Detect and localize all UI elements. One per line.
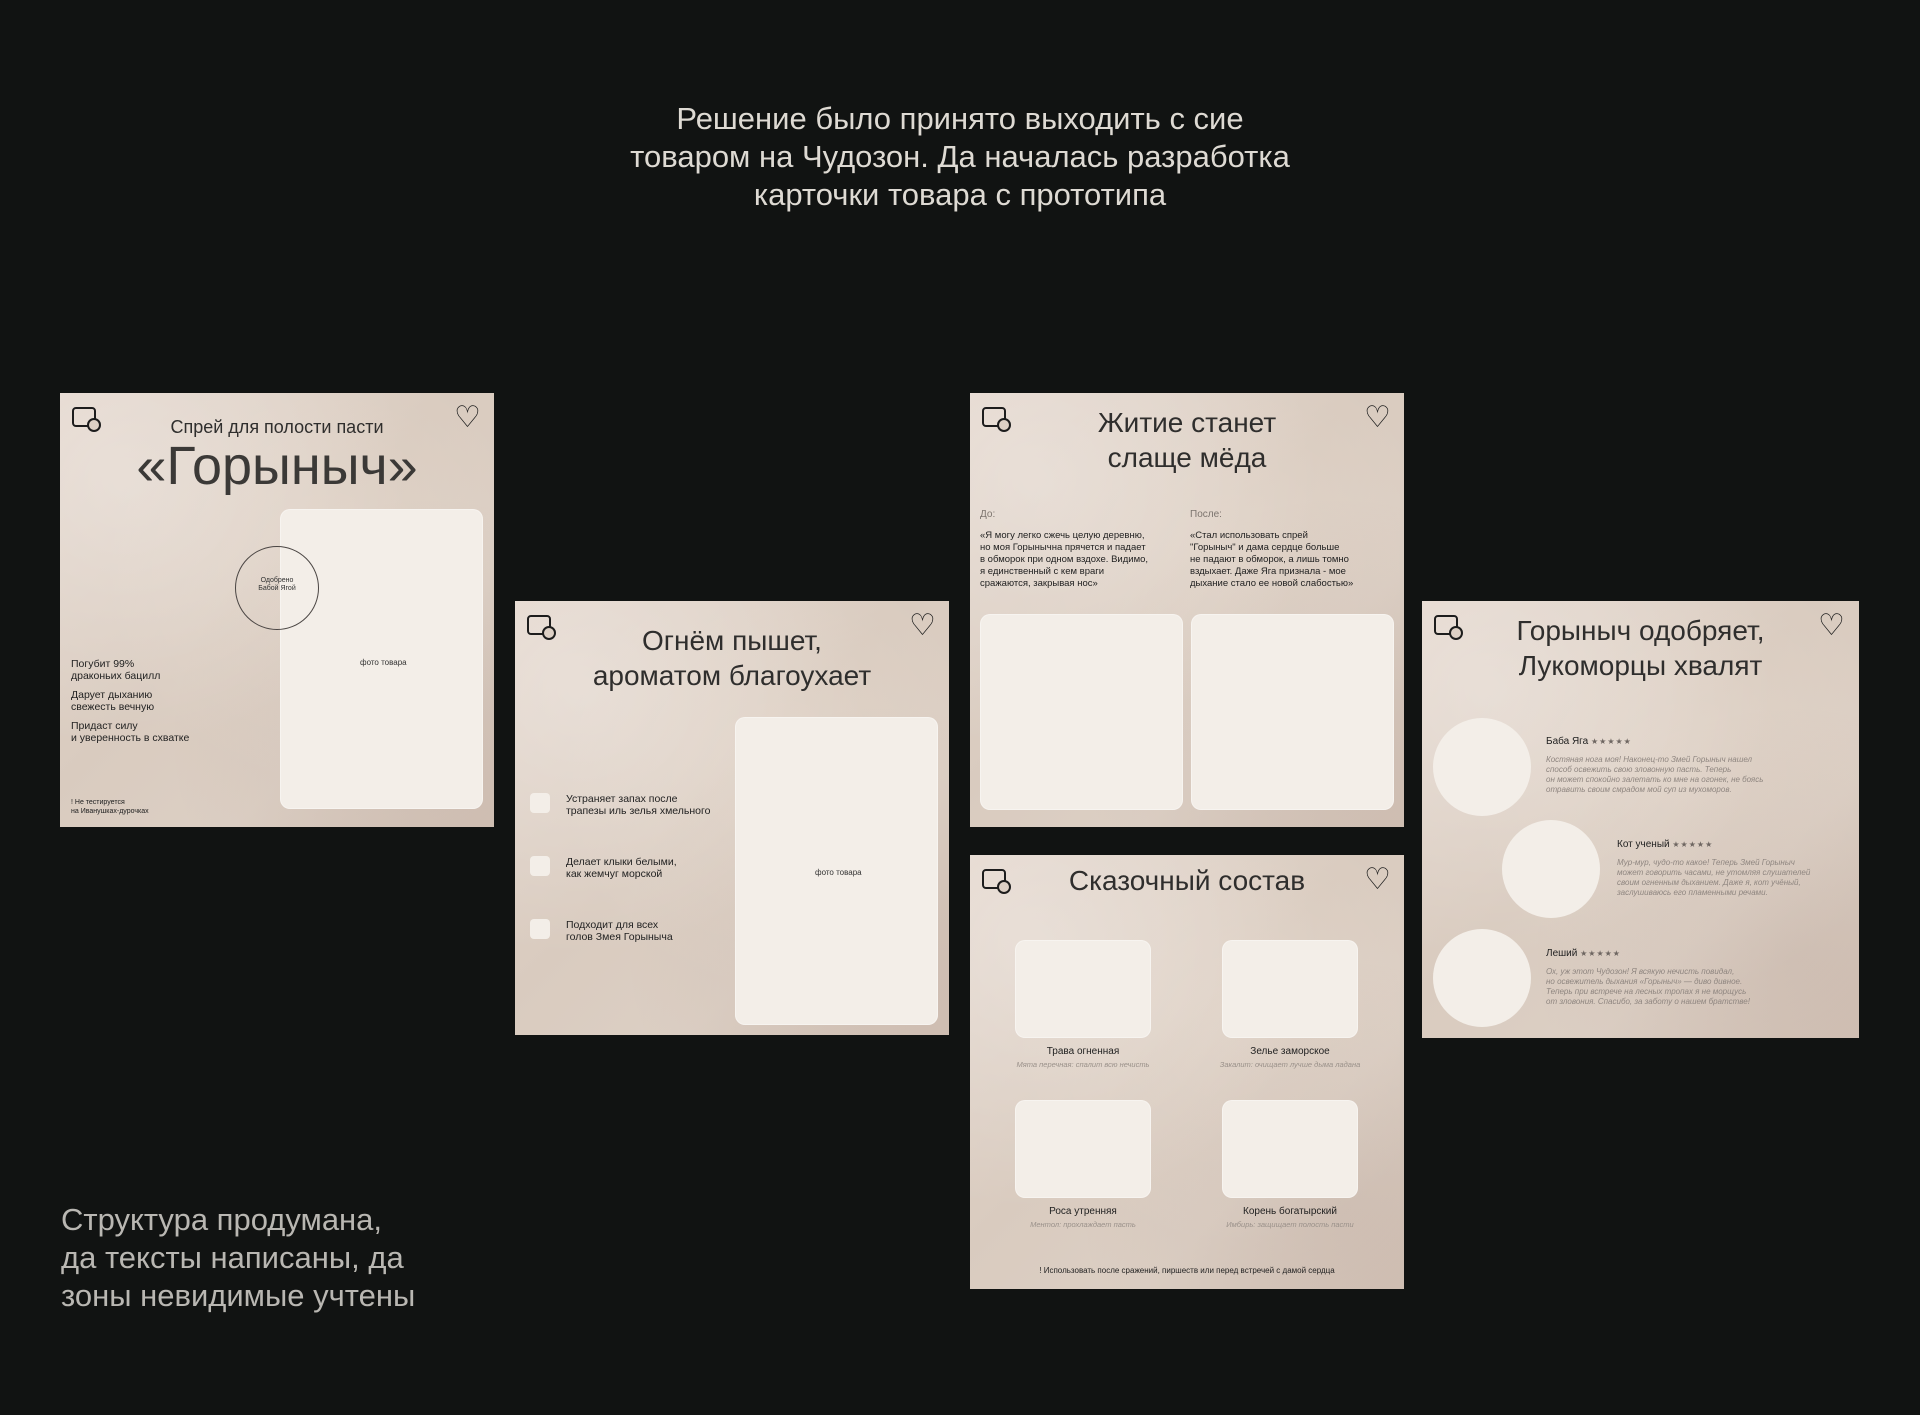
- review-text-2: Мур-мур, чудо-то какое! Теперь Змей Горыныч может говорить часами, не утомляя слушателей своим огненным дыханием. Даже я, кот учёный, заслушиваюсь его пламенными речами.: [1617, 858, 1811, 897]
- card-title: Горыныч одобряет, Лукоморцы хвалят: [1516, 615, 1765, 681]
- card-before-after: [970, 393, 1404, 827]
- ingredient-photo-3: [1015, 1100, 1151, 1198]
- review-name-2: [1617, 839, 1713, 850]
- after-label: После:: [1190, 509, 1222, 520]
- heart-icon[interactable]: ♡: [1818, 609, 1845, 642]
- reviewer-name: Леший: [1546, 948, 1578, 959]
- ingredient-note-4: Имбирь: защищает полость пасти: [1226, 1220, 1354, 1229]
- reviewer-name: Баба Яга: [1546, 736, 1589, 747]
- heart-icon[interactable]: ♡: [1364, 863, 1391, 896]
- ingredient-note-1: Мята перечная: спалит всю нечисть: [1016, 1060, 1150, 1069]
- benefit-2: Дарует дыханию свежесть вечную: [71, 689, 155, 713]
- photo-label: фото товара: [815, 868, 862, 877]
- avatar: [1502, 820, 1600, 918]
- intro-text: Решение было принято выходить с сие товаром на Чудозон. Да началась разработка карточки товара с прототипа: [630, 101, 1290, 212]
- disclaimer: ! Не тестируется на Иванушках-дурочках: [71, 799, 149, 815]
- review-text-3: Ох, уж этот Чудозон! Я всякую нечисть повидал, но освежитель дыхания «Горыныч» — диво дивное. Теперь при встрече на лесных тропах я не морщусь от зловония. Спасибо, за заботу о нашем братстве!: [1546, 967, 1750, 1006]
- checkbox-2: [530, 856, 550, 876]
- after-photo: [1191, 614, 1394, 810]
- benefit-2: Делает клыки белыми, как жемчуг морской: [566, 856, 677, 880]
- before-photo: [980, 614, 1183, 810]
- checkbox-3: [530, 919, 550, 939]
- avatar: [1433, 929, 1531, 1027]
- card-product-cover: [60, 393, 494, 827]
- ingredient-note-2: Закалит: очищает лучше дыма ладана: [1219, 1060, 1361, 1069]
- after-text: «Стал использовать спрей "Горыныч" и дама сердце больше не падают в обморок, а лишь томно вздыхает. Даже Яга признала - мое дыхание стало ее новой слабостью»: [1190, 530, 1354, 589]
- card-benefits: [515, 601, 949, 1035]
- reviewer-name: Кот ученый: [1617, 839, 1670, 850]
- review-stars: ★★★★★: [1590, 737, 1632, 746]
- ingredient-name-2: Зелье заморское: [1250, 1046, 1330, 1057]
- benefit-3: Придаст силу и уверенность в схватке: [71, 720, 190, 744]
- avatar: [1433, 718, 1531, 816]
- before-label: До:: [980, 509, 996, 520]
- card-title: Житие станет слаще мёда: [1097, 407, 1277, 473]
- product-subtitle: Спрей для полости пасти: [170, 417, 384, 437]
- ingredient-name-1: Трава огненная: [1046, 1046, 1120, 1057]
- outro-text: Структура продумана, да тексты написаны, да зоны невидимые учтены: [61, 1202, 416, 1313]
- heart-icon[interactable]: ♡: [454, 401, 481, 434]
- card-title: Сказочный состав: [1068, 865, 1306, 896]
- heart-icon[interactable]: ♡: [909, 609, 936, 642]
- benefit-1: Устраняет запах после трапезы иль зелья хмельного: [566, 793, 711, 817]
- ingredient-photo-4: [1222, 1100, 1358, 1198]
- before-text: «Я могу легко сжечь целую деревню, но моя Горынычна прячется и падает в обморок при одном вздохе. Видимо, я единственный с кем враги сражаются, закрывая нос»: [980, 530, 1149, 589]
- ingredient-name-3: Роса утренняя: [1049, 1206, 1117, 1217]
- benefit-3: Подходит для всех голов Змея Горыныча: [566, 919, 673, 943]
- card-ingredients: [970, 855, 1404, 1289]
- ingredient-photo-1: [1015, 940, 1151, 1038]
- card-title: Огнём пышет, ароматом благоухает: [592, 625, 872, 691]
- review-name-1: [1546, 736, 1632, 747]
- review-name-3: [1546, 948, 1621, 959]
- review-stars: ★★★★★: [1580, 949, 1621, 958]
- ingredient-note-3: Ментол: прохлаждает пасть: [1030, 1220, 1136, 1229]
- heart-icon[interactable]: ♡: [1364, 401, 1391, 434]
- product-title: «Горыныч»: [136, 436, 418, 496]
- checkbox-1: [530, 793, 550, 813]
- review-stars: ★★★★★: [1672, 840, 1714, 849]
- review-text-1: Костяная нога моя! Наконец-то Змей Горыныч нашел способ освежить свою зловонную пасть. Теперь он может спокойно залетать ко мне на огонек, не боясь отравить своим смрадом мой суп из мухоморов.: [1546, 755, 1764, 794]
- ingredient-photo-2: [1222, 940, 1358, 1038]
- card-reviews: [1422, 601, 1859, 1038]
- usage-note: ! Использовать после сражений, пиршеств или перед встречей с дамой сердца: [1039, 1266, 1335, 1275]
- ingredient-name-4: Корень богатырский: [1243, 1206, 1337, 1217]
- approval-stamp-text: Одобрено Бабой Ягой: [258, 577, 296, 592]
- photo-label: фото товара: [360, 658, 407, 667]
- benefit-1: Погубит 99% драконьих бацилл: [71, 658, 161, 682]
